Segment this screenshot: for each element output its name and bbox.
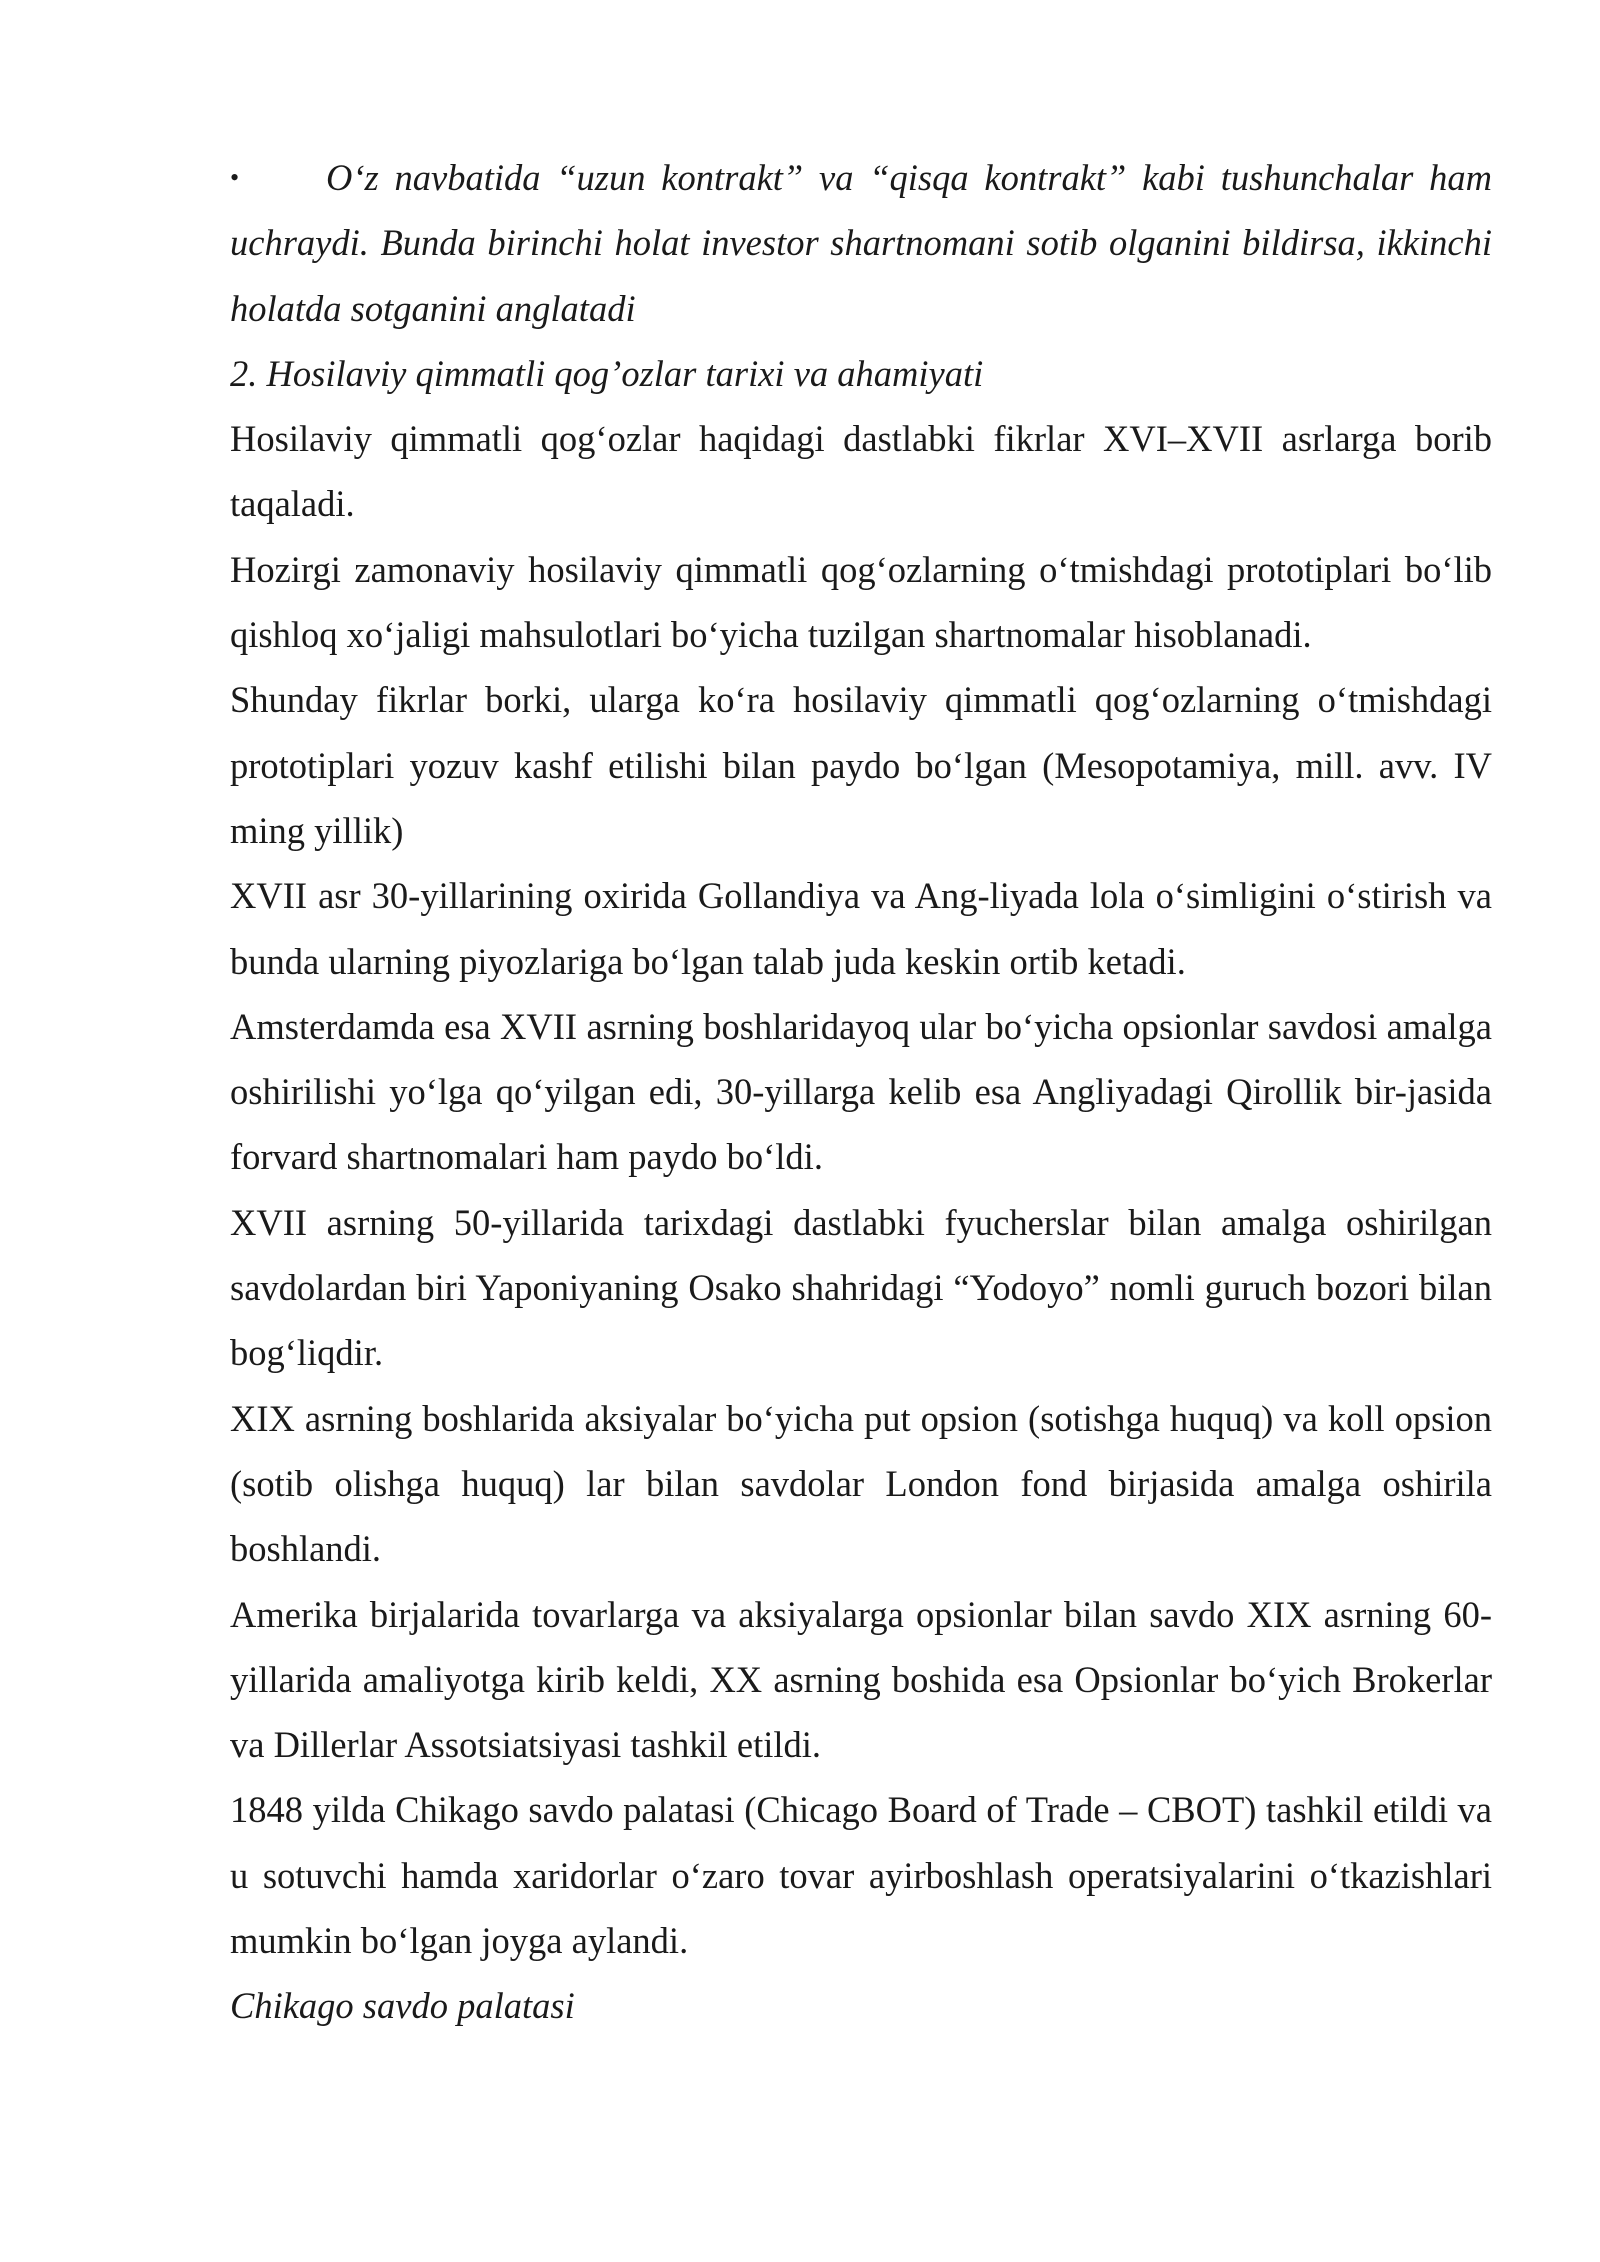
body-paragraph: XVII asr 30-yillarining oxirida Gollandiya va Ang-liyada lola o‘simligini o‘stirish va bunda ularning piyozlariga bo‘lgan talab juda keskin ortib ketadi. — [230, 875, 1492, 982]
body-paragraph: XVII asrning 50-yillarida tarixdagi dastlabki fyucherslar bilan amalga oshirilgan savdolardan biri Yaponiyaning Osako shahridagi “Yodoyo” nomli guruch bozori bilan bog‘liqdir. — [230, 1201, 1492, 1374]
body-paragraph: XIX asrning boshlarida aksiyalar bo‘yicha put opsion (sotishga huquq) va koll opsion (sotib olishga huquq) lar bilan savdolar London fond birjasida amalga oshirila boshlandi. — [230, 1397, 1492, 1570]
body-paragraph: Hozirgi zamonaviy hosilaviy qimmatli qog‘ozlarning o‘tmishdagi prototiplari bo‘lib qishloq xo‘jaligi mahsulotlari bo‘yicha tuzilgan shartnomalar hisoblanadi. — [230, 548, 1492, 656]
body-paragraph: Amsterdamda esa XVII asrning boshlaridayoq ular bo‘yicha opsionlar savdosi amalga oshirilishi yo‘lga qo‘yilgan edi, 30-yillarga kelib esa Angliyadagi Qirollik bir-jasida forvard shartnomalari ham paydo bo‘ldi. — [230, 1005, 1492, 1178]
bullet-paragraph-text: O‘z navbatida “uzun kontrakt” va “qisqa kontrakt” kabi tushunchalar ham uchraydi. Bunda birinchi holat investor shartnomani sotib olganini bildirsa, ikkinchi holatda sotganini anglatadi — [230, 157, 1492, 329]
body-paragraph: 1848 yilda Chikago savdo palatasi (Chicago Board of Trade – CBOT) tashkil etildi va u sotuvchi hamda xaridorlar o‘zaro tovar ayirboshlash operatsiyalarini o‘tkazishlari mumkin bo‘lgan joyga aylandi. — [230, 1789, 1492, 1962]
section-heading: 2. Hosilaviy qimmatli qog’ozlar tarixi va ahamiyati — [230, 352, 984, 394]
body-paragraph: Shunday fikrlar borki, ularga ko‘ra hosilaviy qimmatli qog‘ozlarning o‘tmishdagi prototiplari yozuv kashf etilishi bilan paydo bo‘lgan (Mesopotamiya, mill. avv. IV ming yillik) — [230, 679, 1492, 851]
document-page — [230, 145, 1492, 2039]
bullet-paragraph — [230, 145, 1492, 341]
closing-heading: Chikago savdo palatasi — [230, 1985, 575, 2027]
bullet-icon: • — [230, 163, 240, 192]
body-paragraph: Amerika birjalarida tovarlarga va aksiyalarga opsionlar bilan savdo XIX asrning 60-yillarida amaliyotga kirib keldi, XX asrning boshida esa Opsionlar bo‘yich Brokerlar va Dillerlar Assotsiatsiyasi tashkil etildi. — [230, 1593, 1492, 1766]
body-paragraph: Hosilaviy qimmatli qog‘ozlar haqidagi dastlabki fikrlar XVI–XVII asrlarga borib taqaladi. — [230, 418, 1492, 525]
